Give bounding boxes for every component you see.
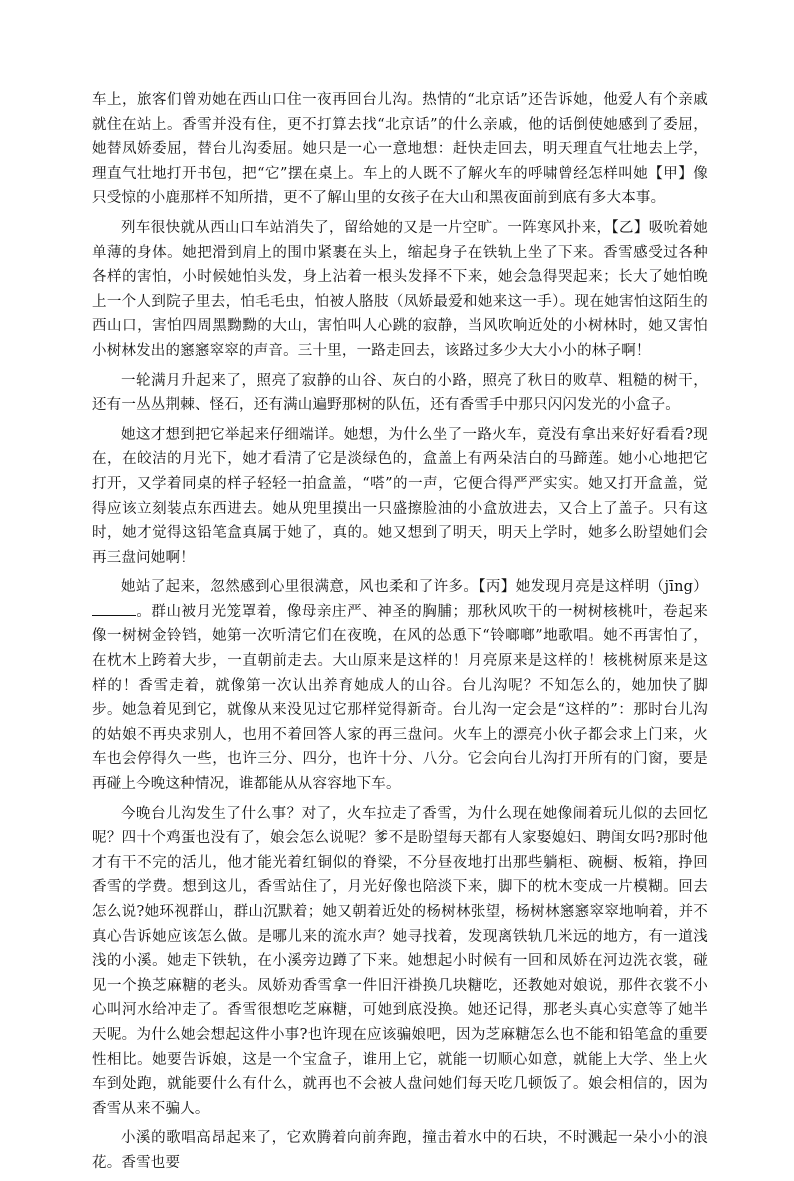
paragraph-2: 列车很快就从西山口车站消失了，留给她的又是一片空旷。一阵寒风扑来，【乙】吸吮着她单薄的身体。她把滑到肩上的围巾紧裹在头上，缩起身子在铁轨上坐了下来。香雪感受过各种各样的害怕，小时候她怕头发，身上沾着一根头发择不下来，她会急得哭起来；长大了她怕晚上一个人到院子里去，怕毛毛虫，怕被人胳肢（凤娇最爱和她来这一手）。现在她害怕这陌生的西山口，害怕四周黑黝黝的大山，害怕叫人心跳的寂静，当风吹响近处的小树林时，她又害怕小树林发出的窸窸窣窣的声音。三十里，一路走回去，该路过多少大大小小的林子啊！ bbox=[92, 219, 708, 359]
paragraph-5 bbox=[92, 575, 708, 796]
paragraph-4: 她这才想到把它举起来仔细端详。她想，为什么坐了一路火车，竟没有拿出来好好看看?现在，在皎洁的月光下，她才看清了它是淡绿色的，盒盖上有两朵洁白的马蹄莲。她小心地把它打开，又学着同桌的样子轻轻一拍盒盖，“嗒”的一声，它便合得严严实实。她又打开盒盖，觉得应该立刻装点东西进去。她从兜里摸出一只盛擦脸油的小盒放进去，又合上了盖子。只有这时，她才觉得这铅笔盒真属于她了，真的。她又想到了明天，明天上学时，她多么盼望她们会再三盘问她啊！ bbox=[92, 426, 708, 566]
paragraph-5-after-blank: 。群山被月光笼罩着，像母亲庄严、神圣的胸脯；那秋风吹干的一树树核桃叶，卷起来像一树树金铃铛，她第一次听清它们在夜晚，在风的怂恿下“铃啷啷”地歌唱。她不再害怕了，在枕木上跨着大步，一直朝前走去。大山原来是这样的！月亮原来是这样的！核桃树原来是这样的！香雪走着，就像第一次认出养育她成人的山谷。台儿沟呢？不知怎么的，她加快了脚步。她急着见到它，就像从来没见过它那样觉得新奇。台儿沟一定会是“这样的”：那时台儿沟的姑娘不再央求别人，也用不着回答人家的再三盘问。火车上的漂亮小伙子都会求上门来，火车也会停得久一些，也许三分、四分，也许十分、八分。它会向台儿沟打开所有的门窗，要是再碰上今晚这种情况，谁都能从从容容地下车。 bbox=[92, 603, 708, 793]
fill-in-blank bbox=[92, 601, 136, 616]
paragraph-1: 车上，旅客们曾劝她在西山口住一夜再回台儿沟。热情的“北京话”还告诉她，他爱人有个亲戚就住在站上。香雪并没有住，更不打算去找“北京话”的什么亲戚，他的话倒使她感到了委屈，她替凤娇委屈，替台儿沟委屈。她只是一心一意地想：赶快走回去，明天理直气壮地去上学，理直气壮地打开书包，把“它”摆在桌上。车上的人既不了解火车的呼啸曾经怎样叫她【甲】像只受惊的小鹿那样不知所措，更不了解山里的女孩子在大山和黑夜面前到底有多大本事。 bbox=[92, 92, 708, 207]
paragraph-5-before-blank: 她站了起来，忽然感到心里很满意，风也柔和了许多。【丙】她发现月亮是这样明（jīng） bbox=[121, 579, 708, 596]
document-page bbox=[92, 88, 708, 1181]
paragraph-7: 小溪的歌唱高昂起来了，它欢腾着向前奔跑，撞击着水中的石块，不时溅起一朵小小的浪花。香雪也要 bbox=[92, 1130, 708, 1171]
paragraph-6: 今晚台儿沟发生了什么事？对了，火车拉走了香雪，为什么现在她像闹着玩儿似的去回忆呢？四十个鸡蛋也没有了，娘会怎么说呢？爹不是盼望每天都有人家娶媳妇、聘闺女吗?那时他才有干不完的活儿，他才能光着红铜似的脊梁，不分昼夜地打出那些躺柜、碗橱、板箱，挣回香雪的学费。想到这儿，香雪站住了，月光好像也陪淡下来，脚下的枕木变成一片模糊。回去怎么说?她环视群山，群山沉默着；她又朝着近处的杨树林张望，杨树林窸窸窣窣地响着，并不真心告诉她应该怎么做。是哪儿来的流水声？她寻找着，发现离铁轨几米远的地方，有一道浅浅的小溪。她走下铁轨，在小溪旁边蹲了下来。她想起小时候有一回和凤娇在河边洗衣裳，碰见一个换芝麻糖的老头。凤娇劝香雪拿一件旧汗褂换几块糖吃，还教她对娘说，那件衣裳不小心叫河水给冲走了。香雪很想吃芝麻糖，可她到底没换。她还记得，那老头真心实意等了她半天呢。为什么她会想起这件小事?也许现在应该骗娘吧，因为芝麻糖怎么也不能和铅笔盒的重要性相比。她要告诉娘，这是一个宝盒子，谁用上它，就能一切顺心如意，就能上大学、坐上火车到处跑，就能要什么有什么，就再也不会被人盘问她们每天吃几顿饭了。娘会相信的，因为香雪从来不骗人。 bbox=[92, 805, 708, 1117]
paragraph-3: 一轮满月升起来了，照亮了寂静的山谷、灰白的小路，照亮了秋日的败草、粗糙的树干，还有一丛丛荆棘、怪石，还有满山遍野那树的队伍，还有香雪手中那只闪闪发光的小盒子。 bbox=[92, 372, 708, 414]
